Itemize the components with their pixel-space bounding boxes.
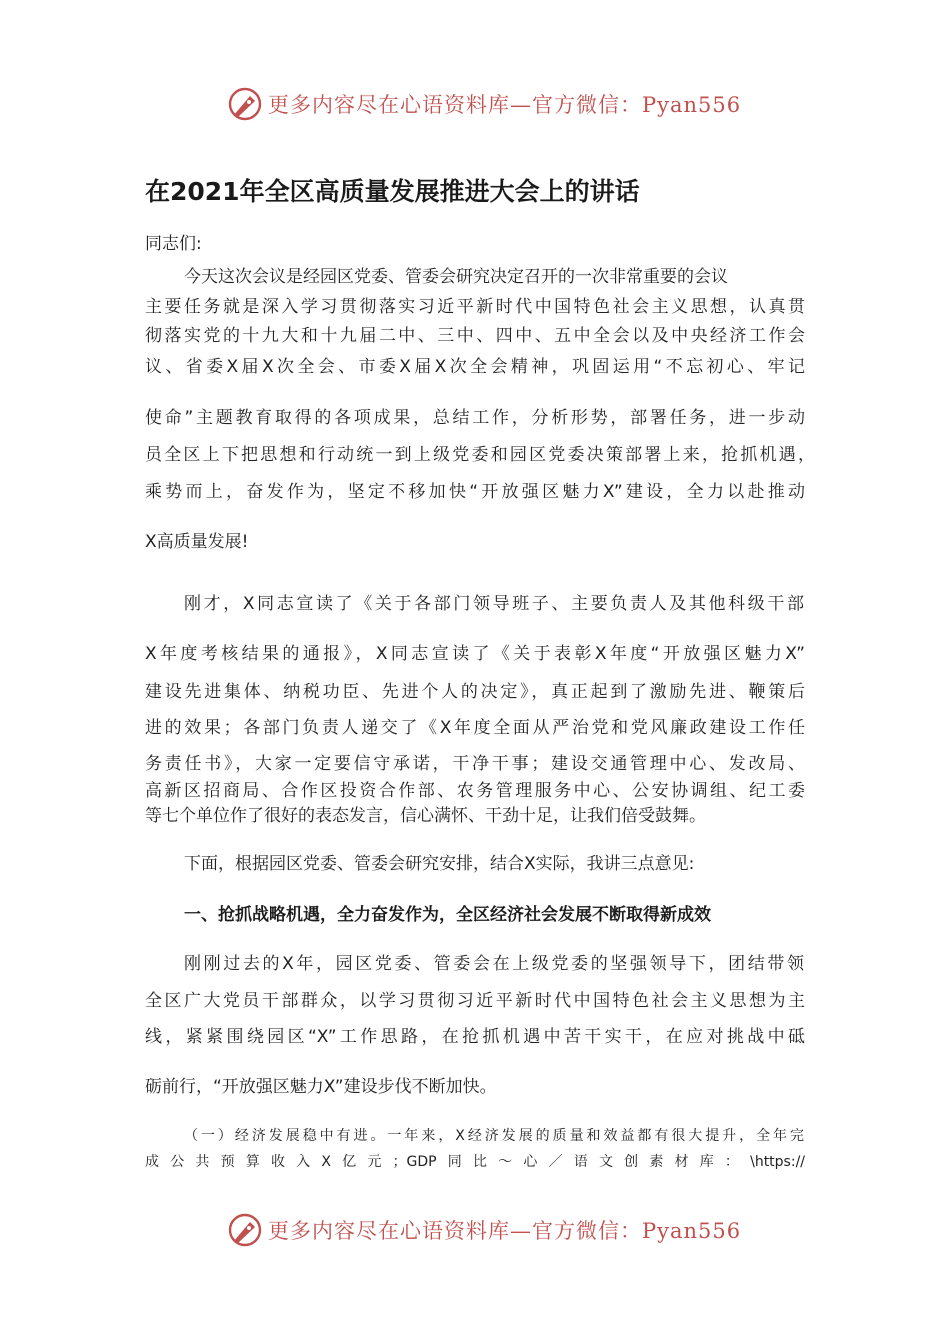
text-line: 使命”主题教育取得的各项成果，总结工作，分析形势，部署任务，进一步动	[145, 408, 805, 428]
section-heading: 一、抢抓战略机遇，全力奋发作为，全区经济社会发展不断取得新成效	[184, 905, 711, 925]
text-line: 高新区招商局、合作区投资合作部、农务管理服务中心、公安协调组、纪工委	[145, 781, 805, 801]
text-line: 乘势而上，奋发作为，坚定不移加快“开放强区魅力X”建设，全力以赴推动	[145, 482, 805, 502]
text-line: 等七个单位作了很好的表态发言，信心满怀、干劲十足，让我们倍受鼓舞。	[145, 806, 706, 826]
text-line: 全区广大党员干部群众，以学习贯彻习近平新时代中国特色社会主义思想为主	[145, 991, 805, 1011]
text-line: 议、省委X届X次全会、市委X届X次全会精神，巩固运用“不忘初心、牢记	[145, 357, 805, 377]
greeting: 同志们:	[145, 234, 202, 254]
text-line: 成公共预算收入X亿元；GDP同比～心／语文创素材库：\https://	[145, 1154, 805, 1170]
banner-text: 更多内容尽在心语资料库—官方微信：Pyan556	[268, 1219, 742, 1243]
banner-text: 更多内容尽在心语资料库—官方微信：Pyan556	[268, 93, 742, 117]
text-line: 下面，根据园区党委、管委会研究安排，结合X实际，我讲三点意见:	[184, 854, 695, 874]
text-line: 彻落实党的十九大和十九届二中、三中、四中、五中全会以及中央经济工作会	[145, 326, 805, 346]
header-banner	[228, 84, 741, 124]
text-line: 今天这次会议是经园区党委、管委会研究决定召开的一次非常重要的会议	[184, 267, 728, 287]
pen-nib-logo-icon	[228, 87, 262, 121]
text-line: X年度考核结果的通报》，X同志宣读了《关于表彰X年度“开放强区魅力X”	[145, 644, 805, 664]
footer-banner	[228, 1210, 741, 1250]
text-line: 线，紧紧围绕园区“X”工作思路，在抢抓机遇中苦干实干，在应对挑战中砥	[145, 1027, 805, 1047]
text-line: 刚刚过去的X年，园区党委、管委会在上级党委的坚强领导下，团结带领	[184, 954, 804, 974]
text-line: 进的效果；各部门负责人递交了《X年度全面从严治党和党风廉政建设工作任	[145, 718, 805, 738]
text-line: 务责任书》，大家一定要信守承诺，干净干事；建设交通管理中心、发改局、	[145, 754, 805, 774]
text-line: 员全区上下把思想和行动统一到上级党委和园区党委决策部署上来，抢抓机遇，	[145, 445, 815, 465]
page-title: 在2021年全区高质量发展推进大会上的讲话	[145, 177, 640, 206]
text-line: X高质量发展!	[145, 532, 249, 552]
text-line: 主要任务就是深入学习贯彻落实习近平新时代中国特色社会主义思想，认真贯	[145, 297, 805, 317]
pen-nib-logo-icon	[228, 1213, 262, 1247]
text-line: （一）经济发展稳中有进。一年来，X经济发展的质量和效益都有很大提升，全年完	[184, 1128, 804, 1144]
text-line: 砺前行，“开放强区魅力X”建设步伐不断加快。	[145, 1077, 497, 1097]
text-line: 建设先进集体、纳税功臣、先进个人的决定》，真正起到了激励先进、鞭策后	[145, 682, 805, 702]
text-line: 刚才，X同志宣读了《关于各部门领导班子、主要负责人及其他科级干部	[184, 594, 804, 614]
